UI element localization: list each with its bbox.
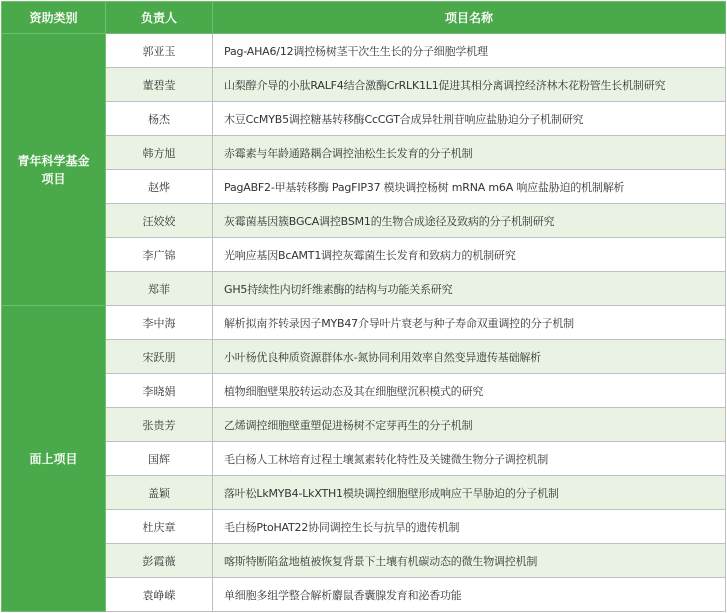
person-cell: 郭亚玉 — [106, 34, 213, 68]
person-cell: 郑菲 — [106, 272, 213, 306]
project-cell: 山梨醇介导的小肽RALF4结合激酶CrRLK1L1促进其相分离调控经济林木花粉管生长机制研究 — [213, 68, 726, 102]
category-label-line: 项目 — [41, 171, 66, 186]
table-row — [2, 340, 726, 374]
project-cell: 喀斯特断陷盆地植被恢复背景下土壤有机碳动态的微生物调控机制 — [213, 544, 726, 578]
person-cell: 董碧莹 — [106, 68, 213, 102]
table-row — [2, 34, 726, 68]
table-row — [2, 136, 726, 170]
person-cell: 杜庆章 — [106, 510, 213, 544]
category-label-line: 面上项目 — [29, 451, 78, 466]
table-row — [2, 68, 726, 102]
person-cell: 宋跃朋 — [106, 340, 213, 374]
project-cell: 落叶松LkMYB4-LkXTH1模块调控细胞壁形成响应干旱胁迫的分子机制 — [213, 476, 726, 510]
project-cell: 植物细胞壁果胶转运动态及其在细胞壁沉积模式的研究 — [213, 374, 726, 408]
person-cell: 赵烨 — [106, 170, 213, 204]
person-cell: 李广锦 — [106, 238, 213, 272]
person-cell: 彭霞薇 — [106, 544, 213, 578]
person-cell: 杨杰 — [106, 102, 213, 136]
project-cell: PagABF2-甲基转移酶 PagFIP37 模块调控杨树 mRNA m6A 响应盐胁迫的机制解析 — [213, 170, 726, 204]
table-row — [2, 238, 726, 272]
table-row — [2, 170, 726, 204]
category-cell-youth — [2, 34, 106, 306]
category-label-line: 青年科学基金 — [17, 153, 90, 168]
table-row — [2, 306, 726, 340]
funding-table-container — [1, 1, 725, 611]
header-project: 项目名称 — [213, 2, 726, 34]
project-cell: 小叶杨优良种质资源群体水-氮协同利用效率自然变异遗传基础解析 — [213, 340, 726, 374]
category-cell-general — [2, 306, 106, 612]
table-row — [2, 408, 726, 442]
table-row — [2, 442, 726, 476]
table-row — [2, 204, 726, 238]
project-cell: 木豆CcMYB5调控糖基转移酶CcCGT合成异牡荆苷响应盐胁迫分子机制研究 — [213, 102, 726, 136]
table-row — [2, 578, 726, 612]
project-cell: 赤霉素与年龄通路耦合调控油松生长发育的分子机制 — [213, 136, 726, 170]
person-cell: 汪姣姣 — [106, 204, 213, 238]
person-cell: 袁峥嵘 — [106, 578, 213, 612]
project-cell: GH5持续性内切纤维素酶的结构与功能关系研究 — [213, 272, 726, 306]
table-row — [2, 544, 726, 578]
project-cell: 解析拟南芥转录因子MYB47介导叶片衰老与种子寿命双重调控的分子机制 — [213, 306, 726, 340]
table-row — [2, 476, 726, 510]
table-row — [2, 102, 726, 136]
person-cell: 国辉 — [106, 442, 213, 476]
person-cell: 张贵芳 — [106, 408, 213, 442]
table-header-row — [2, 2, 726, 34]
project-cell: 单细胞多组学整合解析麝鼠香囊腺发育和泌香功能 — [213, 578, 726, 612]
project-cell: 灰霉菌基因簇BGCA调控BSM1的生物合成途径及致病的分子机制研究 — [213, 204, 726, 238]
project-cell: Pag-AHA6/12调控杨树茎干次生生长的分子细胞学机理 — [213, 34, 726, 68]
person-cell: 盖颖 — [106, 476, 213, 510]
header-person: 负责人 — [106, 2, 213, 34]
person-cell: 李晓娟 — [106, 374, 213, 408]
project-cell: 光响应基因BcAMT1调控灰霉菌生长发育和致病力的机制研究 — [213, 238, 726, 272]
table-row — [2, 510, 726, 544]
person-cell: 李中海 — [106, 306, 213, 340]
project-cell: 乙烯调控细胞壁重塑促进杨树不定芽再生的分子机制 — [213, 408, 726, 442]
header-category: 资助类别 — [2, 2, 106, 34]
table-body — [2, 34, 726, 612]
table-row — [2, 374, 726, 408]
project-cell: 毛白杨PtoHAT22协同调控生长与抗旱的遗传机制 — [213, 510, 726, 544]
table-row — [2, 272, 726, 306]
funding-projects-table — [1, 1, 726, 612]
project-cell: 毛白杨人工林培育过程土壤氮素转化特性及关键微生物分子调控机制 — [213, 442, 726, 476]
person-cell: 韩方旭 — [106, 136, 213, 170]
